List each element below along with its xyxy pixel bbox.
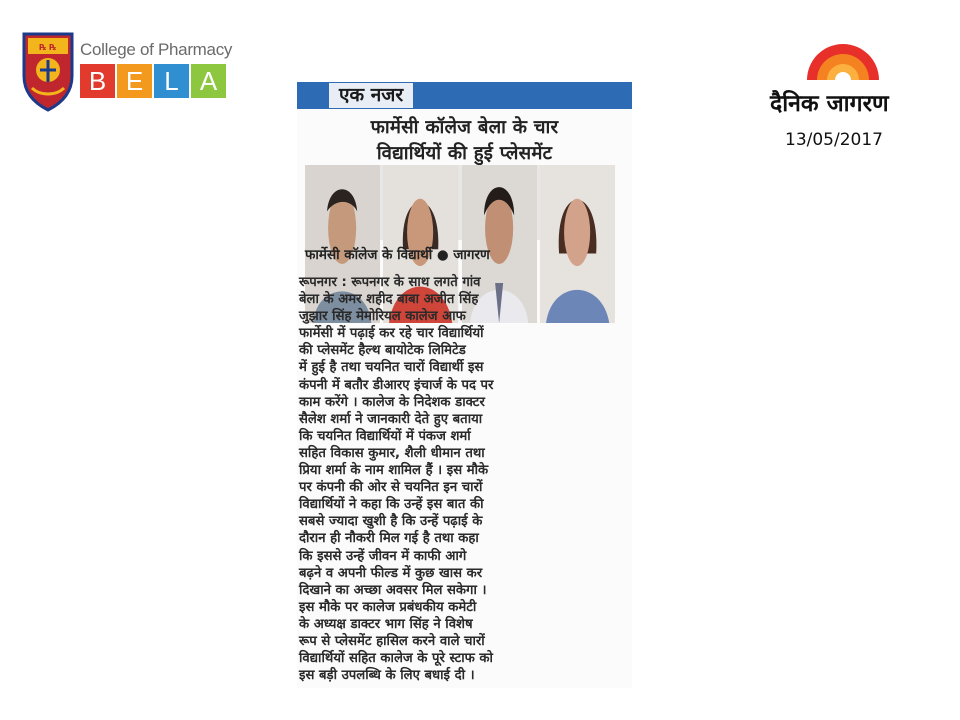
article-line: रूपनगर : रूपनगर के साथ लगते गांव [299,275,481,290]
article-line: फार्मेसी में पढ़ाई कर रहे चार विद्यार्थियों [299,326,484,342]
article-line: के अध्यक्ष डाक्टर भाग सिंह ने विशेष [299,616,473,632]
rising-sun-icon [803,38,883,80]
publication-date: 13/05/2017 [785,130,883,150]
headline-line: फार्मेसी कॉलेज बेला के चार [370,117,559,138]
bela-letter-l: L [154,64,189,98]
article-line: इस मौके पर कालेज प्रबंधकीय कमेटी [299,599,477,615]
news-clipping [297,82,632,688]
bela-letter-e: E [117,64,152,98]
article-line: में हुई है तथा चयनित चारों विद्यार्थी इस [299,360,484,376]
article-line: दौरान ही नौकरी मिल गई है तथा कहा [299,531,479,547]
student-photos [305,165,615,240]
article-line: की प्लेसमेंट हैल्थ बायोटेक लिमिटेड [299,343,466,359]
article-line: प्रिया शर्मा के नाम शामिल हैं । इस मौके [299,463,489,479]
article-line: सहित विकास कुमार, शैली धीमान तथा [299,445,485,461]
article-line: विद्यार्थियों ने कहा कि उन्हें इस बात की [299,497,484,513]
photo-caption: फार्मेसी कॉलेज के विद्यार्थी ● जागरण [305,247,490,263]
college-logo [20,30,233,114]
bela-letter-a: A [191,64,226,98]
article-line: कंपनी में बतौर डीआरए इंचार्ज के पद पर [299,377,494,393]
college-crest-icon [20,30,76,112]
article-line: सबसे ज्यादा खुशी है कि उन्हें पढ़ाई के [299,514,483,530]
headline [297,115,632,167]
article-line: विद्यार्थियों सहित कालेज के पूरे स्टाफ को [299,651,493,667]
article-line: बढ़ने व अपनी फील्ड में कुछ खास कर [299,565,483,581]
newspaper-logo [765,38,925,122]
article-line: बेला के अमर शहीद बाबा अजीत सिंह [299,292,479,308]
newspaper-name: दैनिक जागरण [770,91,889,117]
bela-letter-b: B [80,64,115,98]
bela-letters [80,64,228,98]
article-line: सैलेश शर्मा ने जानकारी देते हुए बताया [299,411,483,427]
svg-text:℞ ℞: ℞ ℞ [39,43,57,52]
headline-line: विद्यार्थियों की हुई प्लेसमेंट [376,143,553,164]
article-body [299,274,631,684]
section-label: एक नजर [329,83,413,108]
article-line: पर कंपनी की ओर से चयनित इन चारों [299,480,483,496]
section-header [297,82,632,109]
article-line: जुझार सिंह मेमोरियल कालेज आफ [299,309,466,325]
article-line: दिखाने का अच्छा अवसर मिल सकेगा । [299,582,487,598]
article-line: कि चयनित विद्यार्थियों में पंकज शर्मा [299,428,471,444]
college-name: College of Pharmacy [80,40,233,59]
article-line: काम करेंगे । कालेज के निदेशक डाक्टर [299,394,485,410]
article-line: रूप से प्लेसमेंट हासिल करने वाले चारों [299,633,485,649]
article-line: इस बड़ी उपलब्धि के लिए बधाई दी । [299,668,475,684]
article-line: कि इससे उन्हें जीवन में काफी आगे [299,548,467,564]
